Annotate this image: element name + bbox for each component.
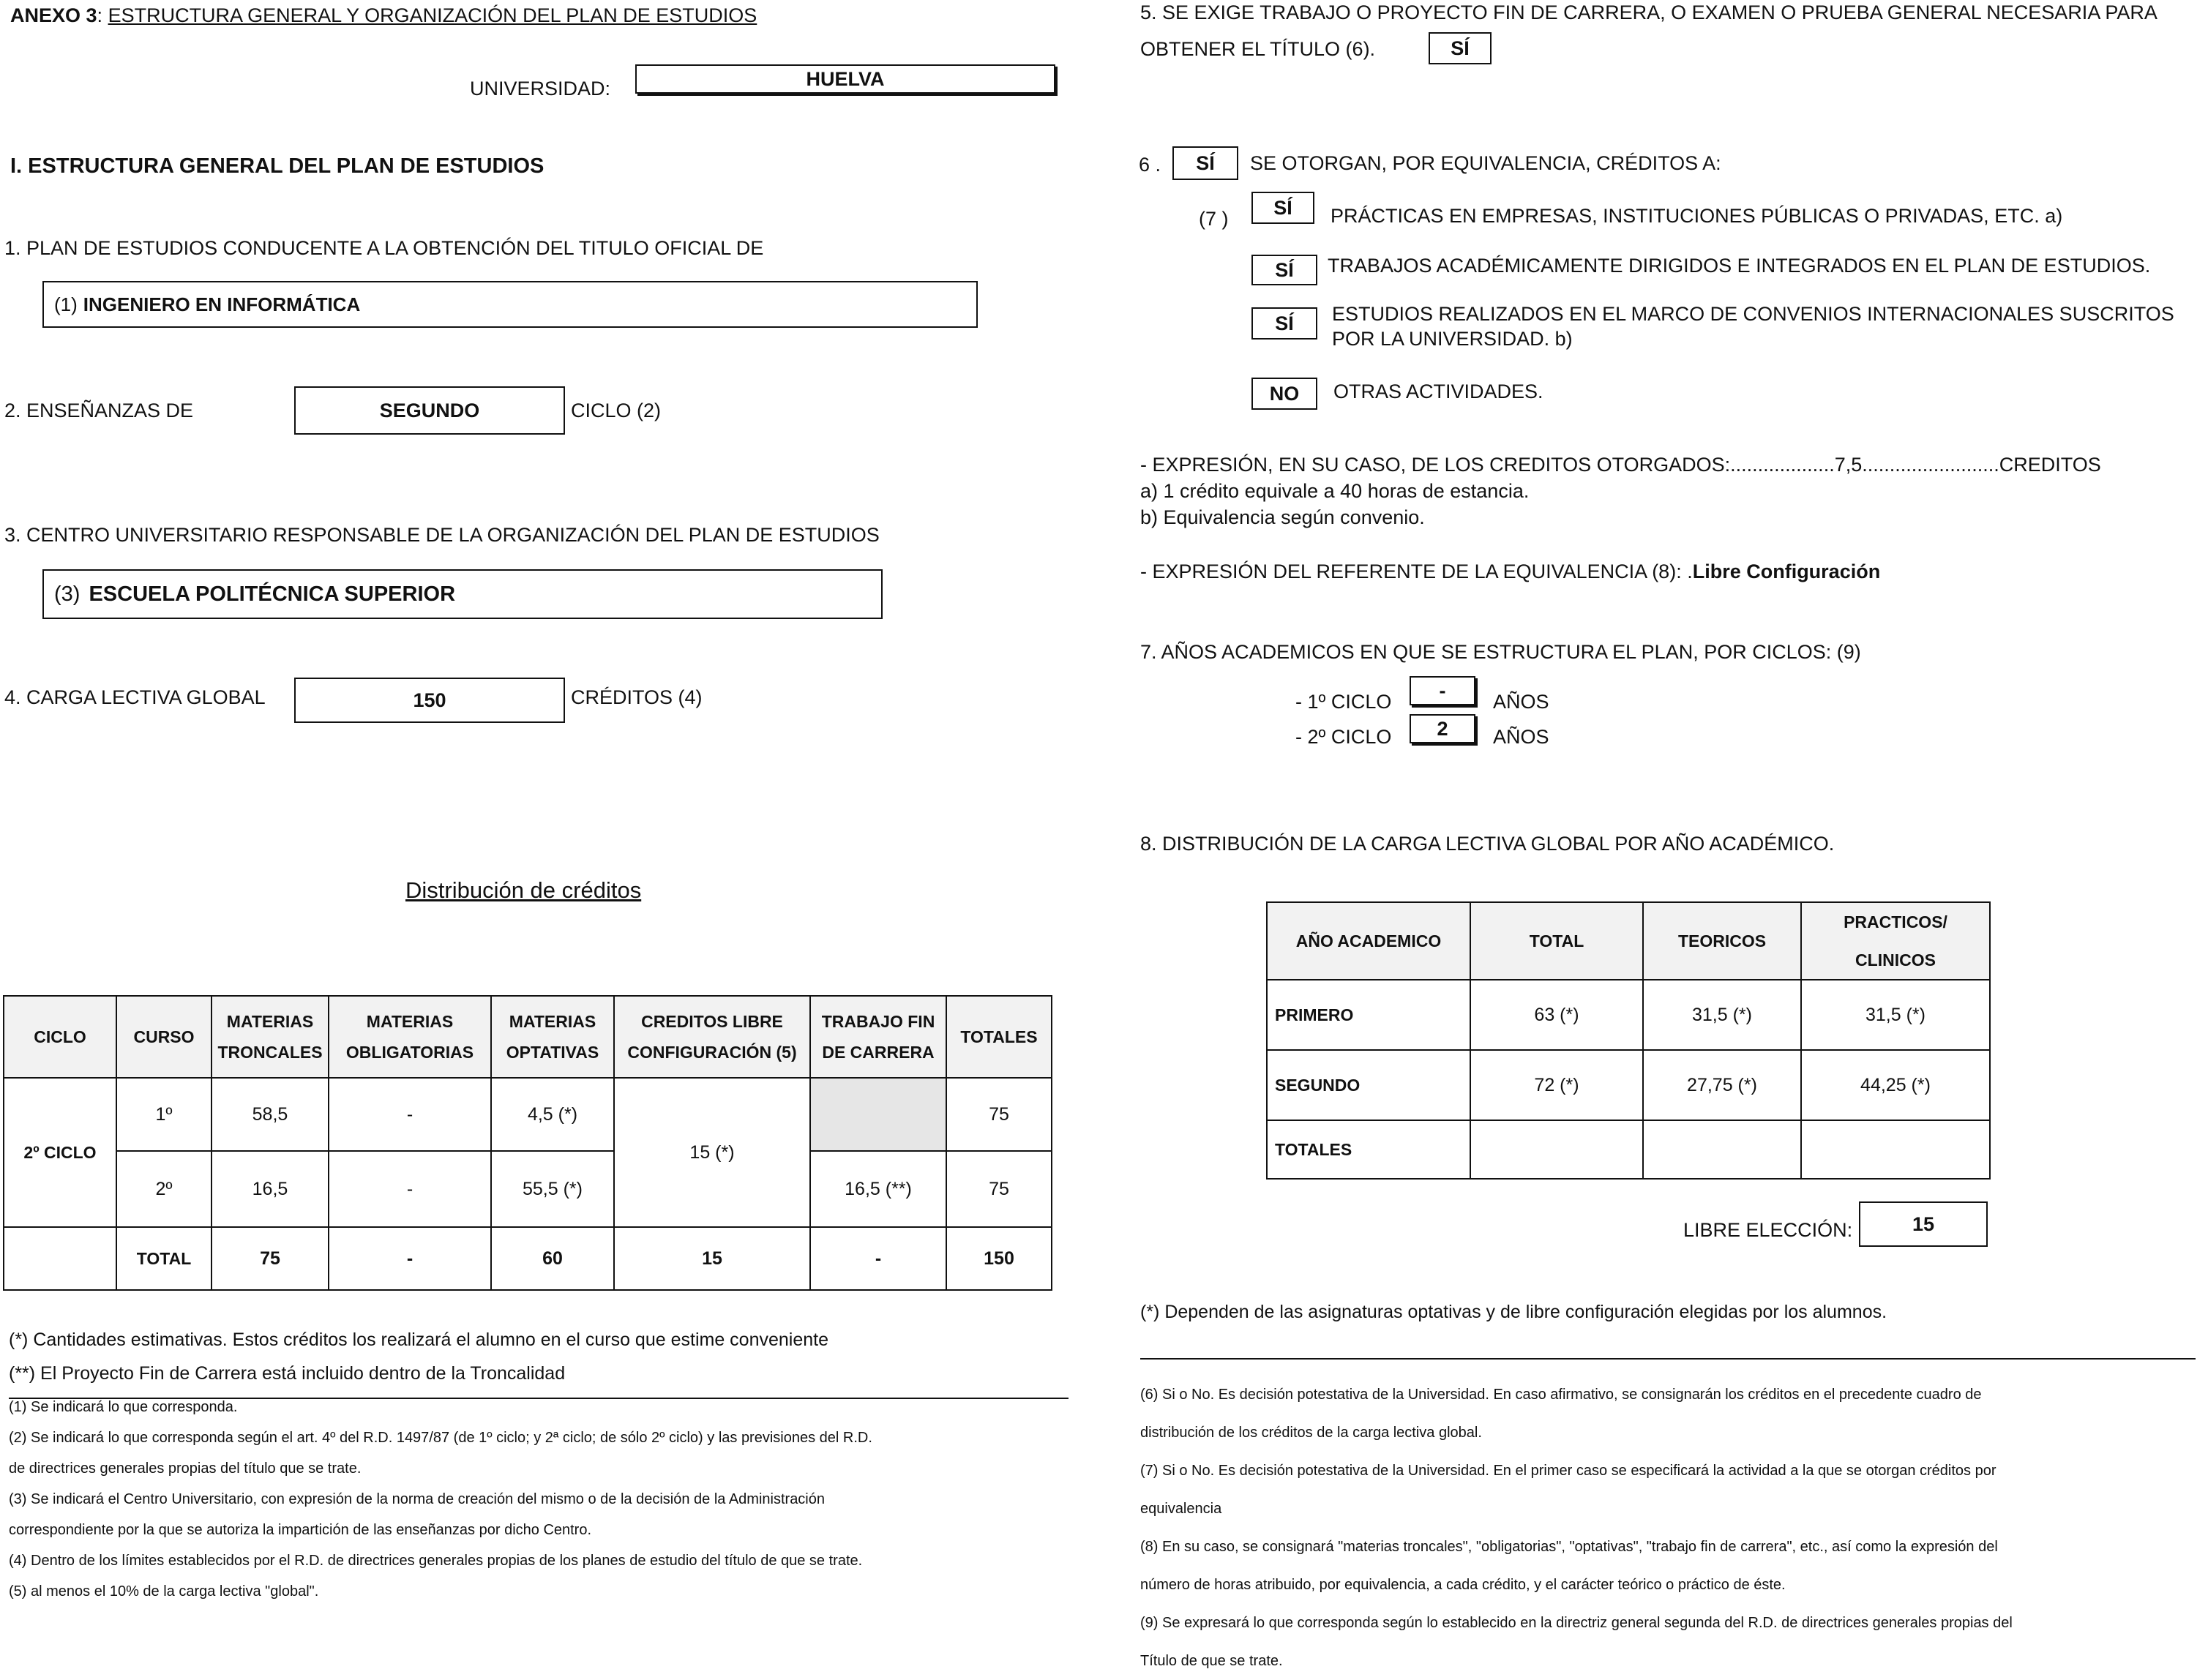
anos-header-row	[1267, 902, 1990, 980]
total-cell	[1470, 1120, 1643, 1179]
carga-value: 150	[413, 689, 446, 711]
expr-creditos: - EXPRESIÓN, EN SU CASO, DE LOS CREDITOS OTORGADOS:...................7,5.........................CREDITOS	[1140, 454, 2101, 476]
carga-field	[294, 678, 565, 723]
libre-cell: 15 (*)	[614, 1078, 810, 1227]
item7-label: 7. AÑOS ACADEMICOS EN QUE SE ESTRUCTURA EL PLAN, POR CICLOS: (9)	[1140, 641, 1861, 663]
item5-line1: 5. SE EXIGE TRABAJO O PROYECTO FIN DE CARRERA, O EXAMEN O PRUEBA GENERAL NECESARIA PARA	[1140, 1, 2158, 23]
practicos-cell	[1801, 1120, 1990, 1179]
universidad-label: UNIVERSIDAD:	[470, 78, 611, 100]
practicas-label: PRÁCTICAS EN EMPRESAS, INSTITUCIONES PÚBLICAS O PRIVADAS, ETC. a)	[1331, 205, 2063, 227]
item6-num: 6 .	[1139, 154, 1161, 176]
ano-cell: TOTALES	[1267, 1120, 1470, 1179]
header-troncales: MATERIAS TRONCALES	[212, 996, 329, 1078]
header-totales: TOTALES	[946, 996, 1052, 1078]
footnotes-left	[9, 1392, 872, 1607]
footnote-line: (7) Si o No. Es decisión potestativa de la Universidad. En el primer caso se especificará la actividad a la que se otorgan créditos por	[1140, 1463, 1996, 1479]
header-practicos: PRACTICOS/ CLINICOS	[1801, 902, 1990, 980]
ciclo-field	[294, 386, 565, 435]
footnote-line: (5) al menos el 10% de la carga lectiva "global".	[9, 1583, 319, 1600]
item5-line2: OBTENER EL TÍTULO (6).	[1140, 38, 1376, 60]
footnote-line: equivalencia	[1140, 1501, 1222, 1517]
footnote-line: (3) Se indicará el Centro Universitario, con expresión de la norma de creación del mismo o de la decisión de la Administración	[9, 1491, 825, 1507]
header-ano: AÑO ACADEMICO	[1267, 902, 1470, 980]
item4-label: 4. CARGA LECTIVA GLOBAL	[4, 686, 266, 708]
centro-value: ESCUELA POLITÉCNICA SUPERIOR	[89, 582, 456, 606]
footnote-rule-right	[1140, 1358, 2196, 1360]
trabajo-cell: 16,5 (**)	[810, 1151, 946, 1227]
footnote-line: correspondiente por la que se autoriza la impartición de las enseñanzas por dicho Centro.	[9, 1522, 592, 1538]
ciclo2-value: 2	[1437, 717, 1448, 740]
obligatorias-cell: -	[329, 1227, 491, 1290]
totales-cell: 75	[946, 1078, 1052, 1151]
equivalencia-value: SÍ	[1196, 151, 1215, 174]
expr-ref-value: Libre Configuración	[1692, 560, 1881, 582]
header-obligatorias: MATERIAS OBLIGATORIAS	[329, 996, 491, 1078]
creditos-header-row	[4, 996, 1052, 1078]
optativas-cell: 55,5 (*)	[491, 1151, 614, 1227]
footnote-line: número de horas atribuido, por equivalencia, a cada crédito, y el carácter teórico o práctico de éste.	[1140, 1577, 1786, 1593]
convenios-label-2: POR LA UNIVERSIDAD. b)	[1332, 328, 1573, 350]
footnote-line: Título de que se trate.	[1140, 1653, 1283, 1669]
otras-field	[1251, 378, 1317, 410]
ano-cell: SEGUNDO	[1267, 1050, 1470, 1120]
header-libre: CREDITOS LIBRE CONFIGURACIÓN (5)	[614, 996, 810, 1078]
footnote-line: (6) Si o No. Es decisión potestativa de la Universidad. En caso afirmativo, se consignarán los créditos en el precedente cuadro de	[1140, 1387, 1982, 1403]
libre-eleccion-value: 15	[1912, 1212, 1935, 1235]
note-b: b) Equivalencia según convenio.	[1140, 506, 1425, 528]
table-row	[1267, 1050, 1990, 1120]
ciclo2-field	[1410, 714, 1475, 743]
annex-label: ANEXO 3	[10, 4, 97, 26]
teoricos-cell: 27,75 (*)	[1643, 1050, 1801, 1120]
item1-prefix: (1)	[54, 293, 78, 315]
header-optativas: MATERIAS OPTATIVAS	[491, 996, 614, 1078]
otras-label: OTRAS ACTIVIDADES.	[1333, 380, 1543, 402]
libre-cell: 15	[614, 1227, 810, 1290]
teoricos-cell: 31,5 (*)	[1643, 980, 1801, 1050]
obligatorias-cell: -	[329, 1078, 491, 1151]
distribucion-title: Distribución de créditos	[405, 877, 642, 903]
note-double-star: (**) El Proyecto Fin de Carrera está incluido dentro de la Troncalidad	[9, 1363, 566, 1384]
header-trabajo: TRABAJO FIN DE CARRERA	[810, 996, 946, 1078]
total-cell: 72 (*)	[1470, 1050, 1643, 1120]
ciclo1-label: - 1º CICLO	[1295, 691, 1392, 713]
curso-cell: 2º	[116, 1151, 212, 1227]
header-curso: CURSO	[116, 996, 212, 1078]
ciclo-value: SEGUNDO	[379, 399, 480, 421]
note-a: a) 1 crédito equivale a 40 horas de estancia.	[1140, 480, 1530, 502]
ciclo2-label: - 2º CICLO	[1295, 726, 1392, 748]
libre-eleccion-field	[1859, 1201, 1988, 1247]
convenios-label: ESTUDIOS REALIZADOS EN EL MARCO DE CONVENIOS INTERNACIONALES SUSCRITOS	[1332, 303, 2174, 325]
footnote-line: (4) Dentro de los límites establecidos por el R.D. de directrices generales propias de los planes de estudio del título de que se trate.	[9, 1553, 863, 1569]
header-ciclo: CICLO	[4, 996, 116, 1078]
ciclo-blank-cell	[4, 1227, 116, 1290]
practicos-cell: 31,5 (*)	[1801, 980, 1990, 1050]
titulo-field	[42, 281, 978, 328]
expr-ref	[1140, 559, 1880, 584]
convenios-value: SÍ	[1275, 312, 1294, 334]
note-depend: (*) Dependen de las asignaturas optativas y de libre configuración elegidas por los alumnos.	[1140, 1302, 1887, 1322]
expr-ref-label: - EXPRESIÓN DEL REFERENTE DE LA EQUIVALENCIA (8): .	[1140, 560, 1693, 582]
convenios-field	[1251, 307, 1317, 340]
annex-heading: ANEXO 3: ESTRUCTURA GENERAL Y ORGANIZACIÓN DEL PLAN DE ESTUDIOS	[10, 4, 757, 26]
trabajo-cell: -	[810, 1227, 946, 1290]
otras-value: NO	[1269, 382, 1300, 405]
centro-field	[42, 569, 883, 619]
footnote-line: (1) Se indicará lo que corresponda.	[9, 1399, 238, 1415]
equivalencia-field	[1172, 146, 1238, 180]
item2-suffix: CICLO (2)	[571, 400, 662, 421]
trabajos-value: SÍ	[1275, 258, 1294, 281]
ciclo1-value: -	[1439, 679, 1446, 702]
item7-ref: (7 )	[1199, 208, 1229, 230]
trabajos-field	[1251, 255, 1317, 285]
curso-cell: TOTAL	[116, 1227, 212, 1290]
optativas-cell: 4,5 (*)	[491, 1078, 614, 1151]
item2-label: 2. ENSEÑANZAS DE	[4, 400, 194, 421]
totales-cell: 150	[946, 1227, 1052, 1290]
section-heading: I. ESTRUCTURA GENERAL DEL PLAN DE ESTUDIOS	[10, 154, 544, 178]
table-row	[4, 1151, 1052, 1227]
proyecto-field	[1429, 32, 1492, 64]
ciclo1-anos: AÑOS	[1493, 691, 1549, 713]
titulo-value: INGENIERO EN INFORMÁTICA	[83, 293, 361, 315]
totales-cell: 75	[946, 1151, 1052, 1227]
creditos-table	[3, 995, 1052, 1291]
item1-label: 1. PLAN DE ESTUDIOS CONDUCENTE A LA OBTENCIÓN DEL TITULO OFICIAL DE	[4, 237, 764, 259]
footnote-line: distribución de los créditos de la carga lectiva global.	[1140, 1425, 1482, 1441]
trabajo-cell	[810, 1078, 946, 1151]
anos-table	[1266, 901, 1991, 1180]
curso-cell: 1º	[116, 1078, 212, 1151]
footnote-line: (2) Se indicará lo que corresponda según el art. 4º del R.D. 1497/87 (de 1º ciclo; y 2ª ciclo; de sólo 2º ciclo) y las previsiones del R.D.	[9, 1430, 872, 1446]
troncales-cell: 58,5	[212, 1078, 329, 1151]
ciclo2-anos: AÑOS	[1493, 726, 1549, 748]
universidad-field	[635, 64, 1055, 94]
item8-label: 8. DISTRIBUCIÓN DE LA CARGA LECTIVA GLOBAL POR AÑO ACADÉMICO.	[1140, 833, 1835, 855]
practicas-field	[1251, 192, 1314, 224]
ciclo-cell: 2º CICLO	[4, 1078, 116, 1227]
ciclo1-field	[1410, 676, 1475, 705]
trabajos-label: TRABAJOS ACADÉMICAMENTE DIRIGIDOS E INTEGRADOS EN EL PLAN DE ESTUDIOS.	[1328, 255, 2151, 277]
item3-prefix: (3)	[54, 582, 81, 606]
table-row	[4, 1078, 1052, 1151]
table-row	[1267, 1120, 1990, 1179]
troncales-cell: 16,5	[212, 1151, 329, 1227]
total-cell: 63 (*)	[1470, 980, 1643, 1050]
item4-suffix: CRÉDITOS (4)	[571, 686, 703, 708]
proyecto-value: SÍ	[1451, 37, 1470, 59]
footnote-line: (8) En su caso, se consignará "materias troncales", "obligatorias", "optativas", "trabajo fin de carrera", etc., así como la expresión del	[1140, 1539, 1998, 1555]
footnote-line: de directrices generales propias del título que se trate.	[9, 1460, 362, 1477]
troncales-cell: 75	[212, 1227, 329, 1290]
note-star: (*) Cantidades estimativas. Estos créditos los realizará el alumno en el curso que estime conveniente	[9, 1330, 828, 1350]
table-row	[1267, 980, 1990, 1050]
item3-label: 3. CENTRO UNIVERSITARIO RESPONSABLE DE LA ORGANIZACIÓN DEL PLAN DE ESTUDIOS	[4, 524, 880, 546]
header-total: TOTAL	[1470, 902, 1643, 980]
universidad-value: HUELVA	[806, 67, 885, 90]
item6-label: SE OTORGAN, POR EQUIVALENCIA, CRÉDITOS A:	[1250, 152, 1721, 174]
table-total-row	[4, 1227, 1052, 1290]
libre-eleccion-label: LIBRE ELECCIÓN:	[1683, 1219, 1853, 1241]
optativas-cell: 60	[491, 1227, 614, 1290]
footnotes-right	[1140, 1376, 2013, 1680]
practicos-cell: 44,25 (*)	[1801, 1050, 1990, 1120]
annex-title: ESTRUCTURA GENERAL Y ORGANIZACIÓN DEL PLAN DE ESTUDIOS	[108, 4, 757, 26]
ano-cell: PRIMERO	[1267, 980, 1470, 1050]
practicas-value: SÍ	[1273, 196, 1292, 219]
obligatorias-cell: -	[329, 1151, 491, 1227]
footnote-line: (9) Se expresará lo que corresponda según lo establecido en la directriz general segunda del R.D. de directrices generales propias del	[1140, 1615, 2013, 1631]
teoricos-cell	[1643, 1120, 1801, 1179]
header-teoricos: TEORICOS	[1643, 902, 1801, 980]
